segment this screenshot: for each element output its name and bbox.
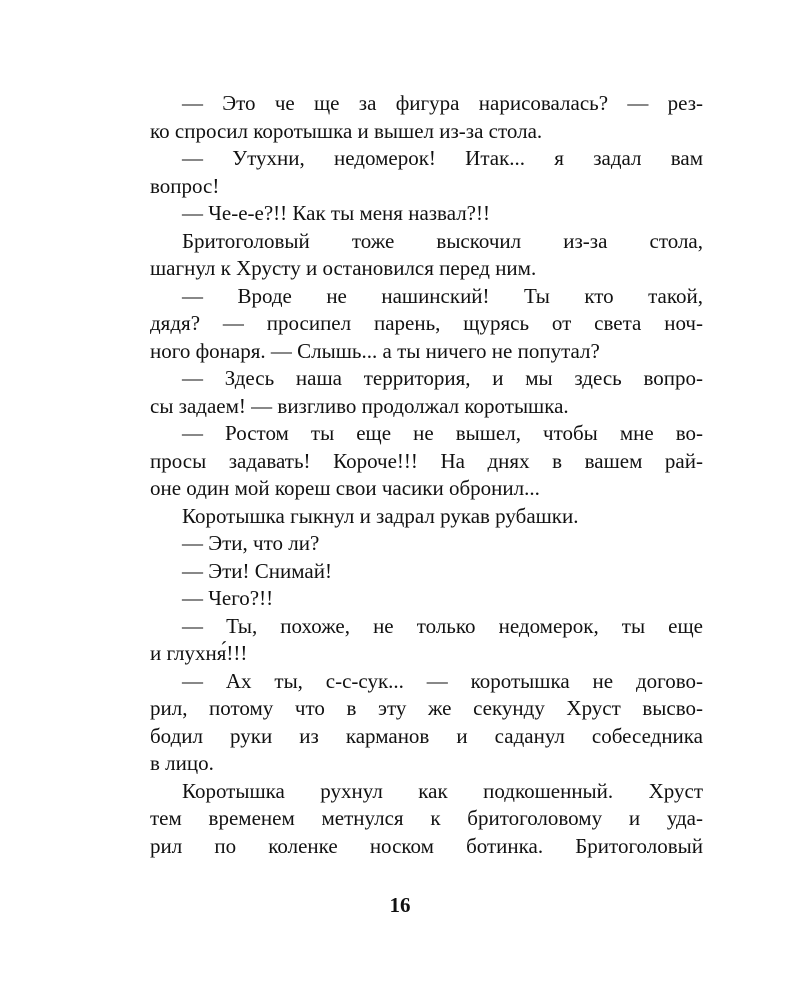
text-line: в лицо. <box>150 751 214 775</box>
text-line: — Че-е-е?!! Как ты меня назвал?!! <box>182 201 490 225</box>
text-line: просы задавать! Короче!!! На днях в вашем рай- <box>150 448 703 473</box>
text-line: — Эти, что ли? <box>182 531 320 555</box>
text-line: дядя? — просипел парень, щурясь от света ноч- <box>150 311 703 335</box>
text-line: бодил руки из карманов и саданул собеседника <box>150 723 703 748</box>
page-number: 16 <box>389 893 411 917</box>
text-line: — Утухни, недомерок! Итак... я задал вам <box>182 146 703 170</box>
text-line: — Ах ты, с-с-сук... — коротышка не догово- <box>182 668 703 693</box>
text-line: Бритоголовый тоже выскочил из-за стола, <box>182 228 703 253</box>
text-line: ного фонаря. — Слышь... а ты ничего не попутал? <box>150 338 600 363</box>
text-line: сы задаем! — визгливо продолжал коротышка. <box>150 393 569 418</box>
text-line: тем временем метнулся к бритоголовому и уда- <box>150 806 703 830</box>
text-line: — Ты, похоже, не только недомерок, ты еще <box>182 613 703 638</box>
text-line: вопрос! <box>150 173 220 198</box>
text-line: рил, потому что в эту же секунду Хруст высво- <box>150 696 703 720</box>
text-line: ко спросил коротышка и вышел из-за стола. <box>150 118 543 143</box>
text-line: — Ростом ты еще не вышел, чтобы мне во- <box>182 421 703 445</box>
text-line: Коротышка рухнул как подкошенный. Хруст <box>182 778 703 803</box>
text-line: — Это че ще за фигура нарисовалась? — рез- <box>182 91 703 115</box>
text-line: — Здесь наша территория, и мы здесь вопро- <box>182 366 703 390</box>
text-line: — Чего?!! <box>182 586 274 610</box>
book-page-text <box>150 90 703 860</box>
text-line: рил по коленке носком ботинка. Бритоголовый <box>150 833 703 858</box>
text-line: шагнул к Хрусту и остановился перед ним. <box>150 256 537 280</box>
text-line: оне один мой кореш свои часики обронил... <box>150 476 540 500</box>
text-line: Коротышка гыкнул и задрал рукав рубашки. <box>182 503 579 528</box>
text-line: и глухня́!!! <box>150 641 248 665</box>
text-line: — Эти! Снимай! <box>182 558 332 583</box>
text-line: — Вроде не нашинский! Ты кто такой, <box>182 283 703 308</box>
